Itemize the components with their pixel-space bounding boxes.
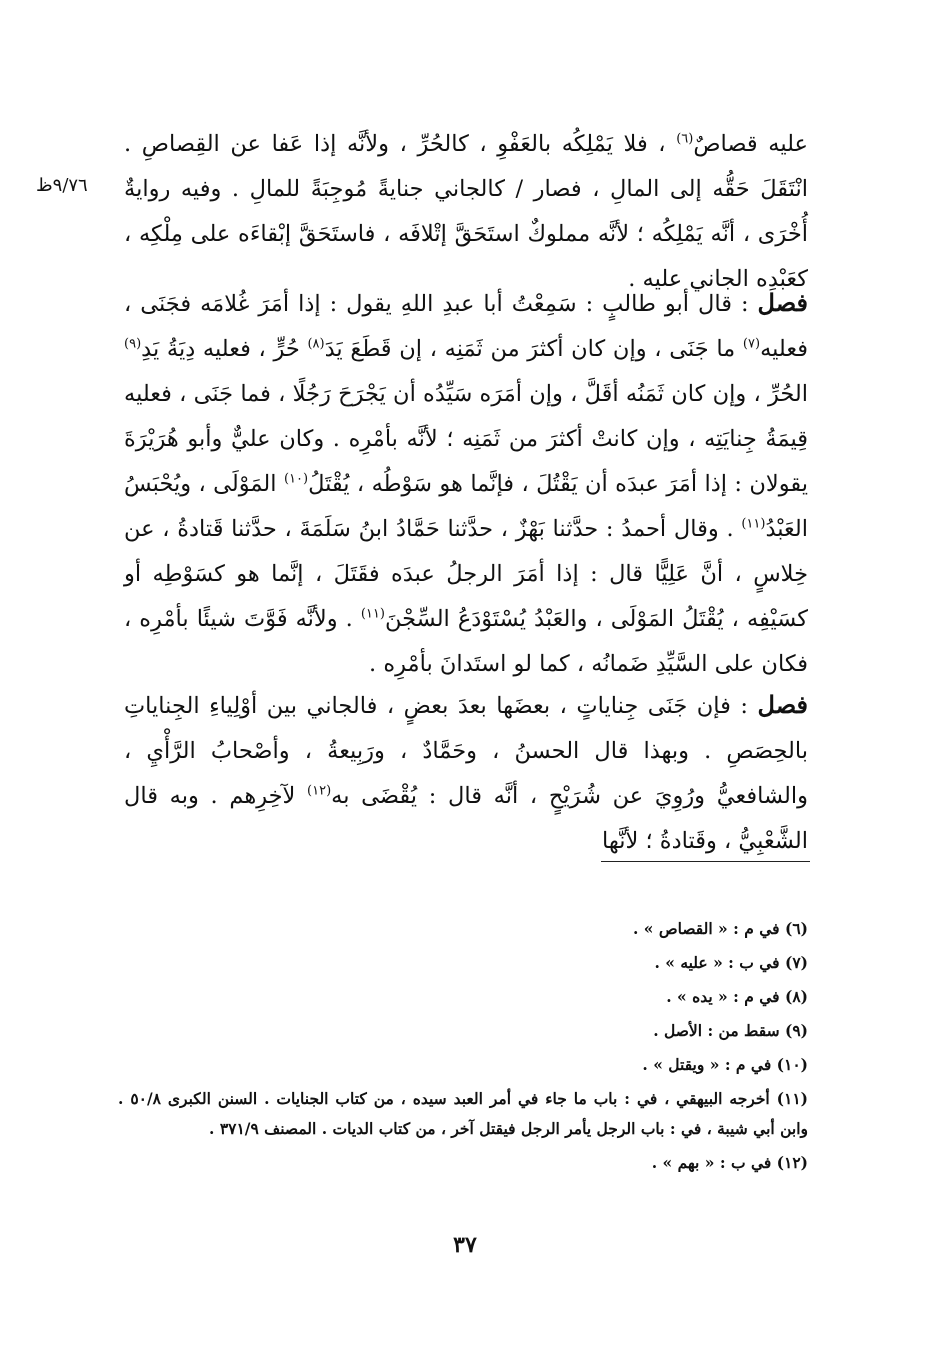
footnote-ref: (١٢)	[307, 783, 332, 799]
text-run: . ولأنَّه فَوَّتَ شيئًا بأمْرِه ، فكان على السَّيِّدِ ضَمانُه ، كما لو استَدانَ بأمْرِه .	[124, 606, 808, 677]
footnote-ref: (١٠)	[283, 471, 309, 487]
paragraph-3	[124, 682, 808, 864]
paragraph-1	[124, 122, 808, 302]
footnote-9: (٩) سقط من : الأصل .	[653, 1021, 808, 1040]
footnote-ref: (٧)	[742, 336, 761, 352]
text-run: حُرٍّ ، فعليه دِيَةُ يَدِ	[141, 336, 308, 362]
footnote-6: (٦) في م : « القصاص » .	[633, 919, 808, 938]
paragraph-2	[124, 280, 808, 687]
footnote-12: (١٢) في ب : « بهم » .	[651, 1153, 808, 1172]
text-run: لآخِرِهم . وبه قال الشَّعْبِيُّ ، وقَتادةُ ؛ لأنَّها	[124, 783, 808, 854]
text-run: ما جَنَى ، وإن كان أكثرَ من ثَمَنِه ، إن قَطَعَ يَدَ	[324, 336, 743, 362]
footnote-ref: (٨)	[307, 336, 325, 352]
footnote-10: (١٠) في م : « ويقتل » .	[642, 1055, 808, 1074]
footnote-ref: (١١)	[741, 516, 766, 532]
footnote-7: (٧) في ب : « عليه » .	[654, 953, 808, 972]
footnote-ref: (١١)	[360, 606, 385, 622]
footnote-ref: (٦)	[676, 131, 694, 147]
text-run: : قال أبو طالبٍ : سَمِعْتُ أبا عبدِ اللهِ يقول : إذا أمَرَ غُلامَه فجَنَى ، فعليه	[124, 291, 808, 362]
footnote-11: (١١) أخرجه البيهقي ، في : باب ما جاء في أمر العبد سيده ، من كتاب الجنايات . السنن الكبرى ٥٠/٨ . وابن أبي شيبة ، في : باب الرجل يأمر الرجل فيقتل آخر ، من كتاب الديات . المصنف ٣٧١/٩ .	[118, 1089, 808, 1138]
section-term: فصل	[757, 288, 808, 317]
text-run: : فإن جَنَى جِناياتٍ ، بعضَها بعدَ بعضٍ ، فالجاني بين أوْلِياءِ الجِناياتِ بالحِصَصِ . وبهذا قال الحسنُ ، وحَمَّادٌ ، ورَبِيعةُ ، وأصْحابُ الرَّأْيِ ، والشافعيُّ ورُوِيَ عن شُرَيْحٍ ، أنَّه قال : يُقْضَى به	[124, 693, 808, 809]
footnotes	[118, 912, 808, 1180]
margin-note: ٩/٧٦ظ	[36, 175, 88, 196]
text-run: الحُرِّ ، وإن كان ثَمَنُه أقَلَّ ، وإن أمَرَه سَيِّدُه أن يَجْرَحَ رَجُلًا ، فما جَنَى ، فعليه قِيمَةُ جِنايَتِه ، وإن كانتْ أكثرَ من ثَمَنِه ؛ لأنَّه بأمْرِه . وكان عليٌّ وأبو هُرَيْرَةَ يقولان : إذا أمَرَ عبدَه أن يَقْتُلَ ، فإنَّما هو سَوْطُه ، يُقْتَلُ	[124, 381, 808, 497]
footnote-ref: (٩)	[124, 336, 142, 352]
text-run: عليه قصاصٌ	[693, 131, 808, 157]
section-term: فصل	[757, 690, 808, 719]
text-run: المَوْلَى ، ويُحْبَسُ العَبْدُ	[124, 471, 808, 542]
text-run: . وقال أحمدُ : حدَّثنا بَهْزٌ ، حدَّثنا حَمَّادُ ابنُ سَلَمَةَ ، حدَّثنا قَتادةُ ، عن خِلاسٍ ، أنَّ عَلِيًّا قال : إذا أمَرَ الرجلُ عبدَه فقَتَلَ ، إنَّما هو كسَوْطِه أو كسَيْفِه ، يُقْتَلُ المَوْلَى ، والعَبْدُ يُسْتَوْدَعُ السِّجْنَ	[124, 516, 808, 632]
text-run: ، فلا يَمْلِكُه بالعَفْوِ ، كالحُرِّ ، ولأنَّه إذا عَفا عن القِصاصِ . انْتَقَلَ حَقُّه إلى المالِ ، فصار / كالجاني جنايةً مُوجِبَةً للمالِ . وفيه روايةٌ أُخْرَى ، أنَّه يَمْلِكُه ؛ لأنَّه مملوكٌ استَحَقَّ إتْلافَه ، فاستَحَقَّ إبْقاءَه على مِلْكِه ، كعَبْدِه الجاني عليه .	[124, 131, 808, 292]
page-number: ٣٧	[453, 1232, 477, 1258]
footnote-8: (٨) في م : « يده » .	[666, 987, 808, 1006]
footnote-separator	[601, 861, 810, 862]
